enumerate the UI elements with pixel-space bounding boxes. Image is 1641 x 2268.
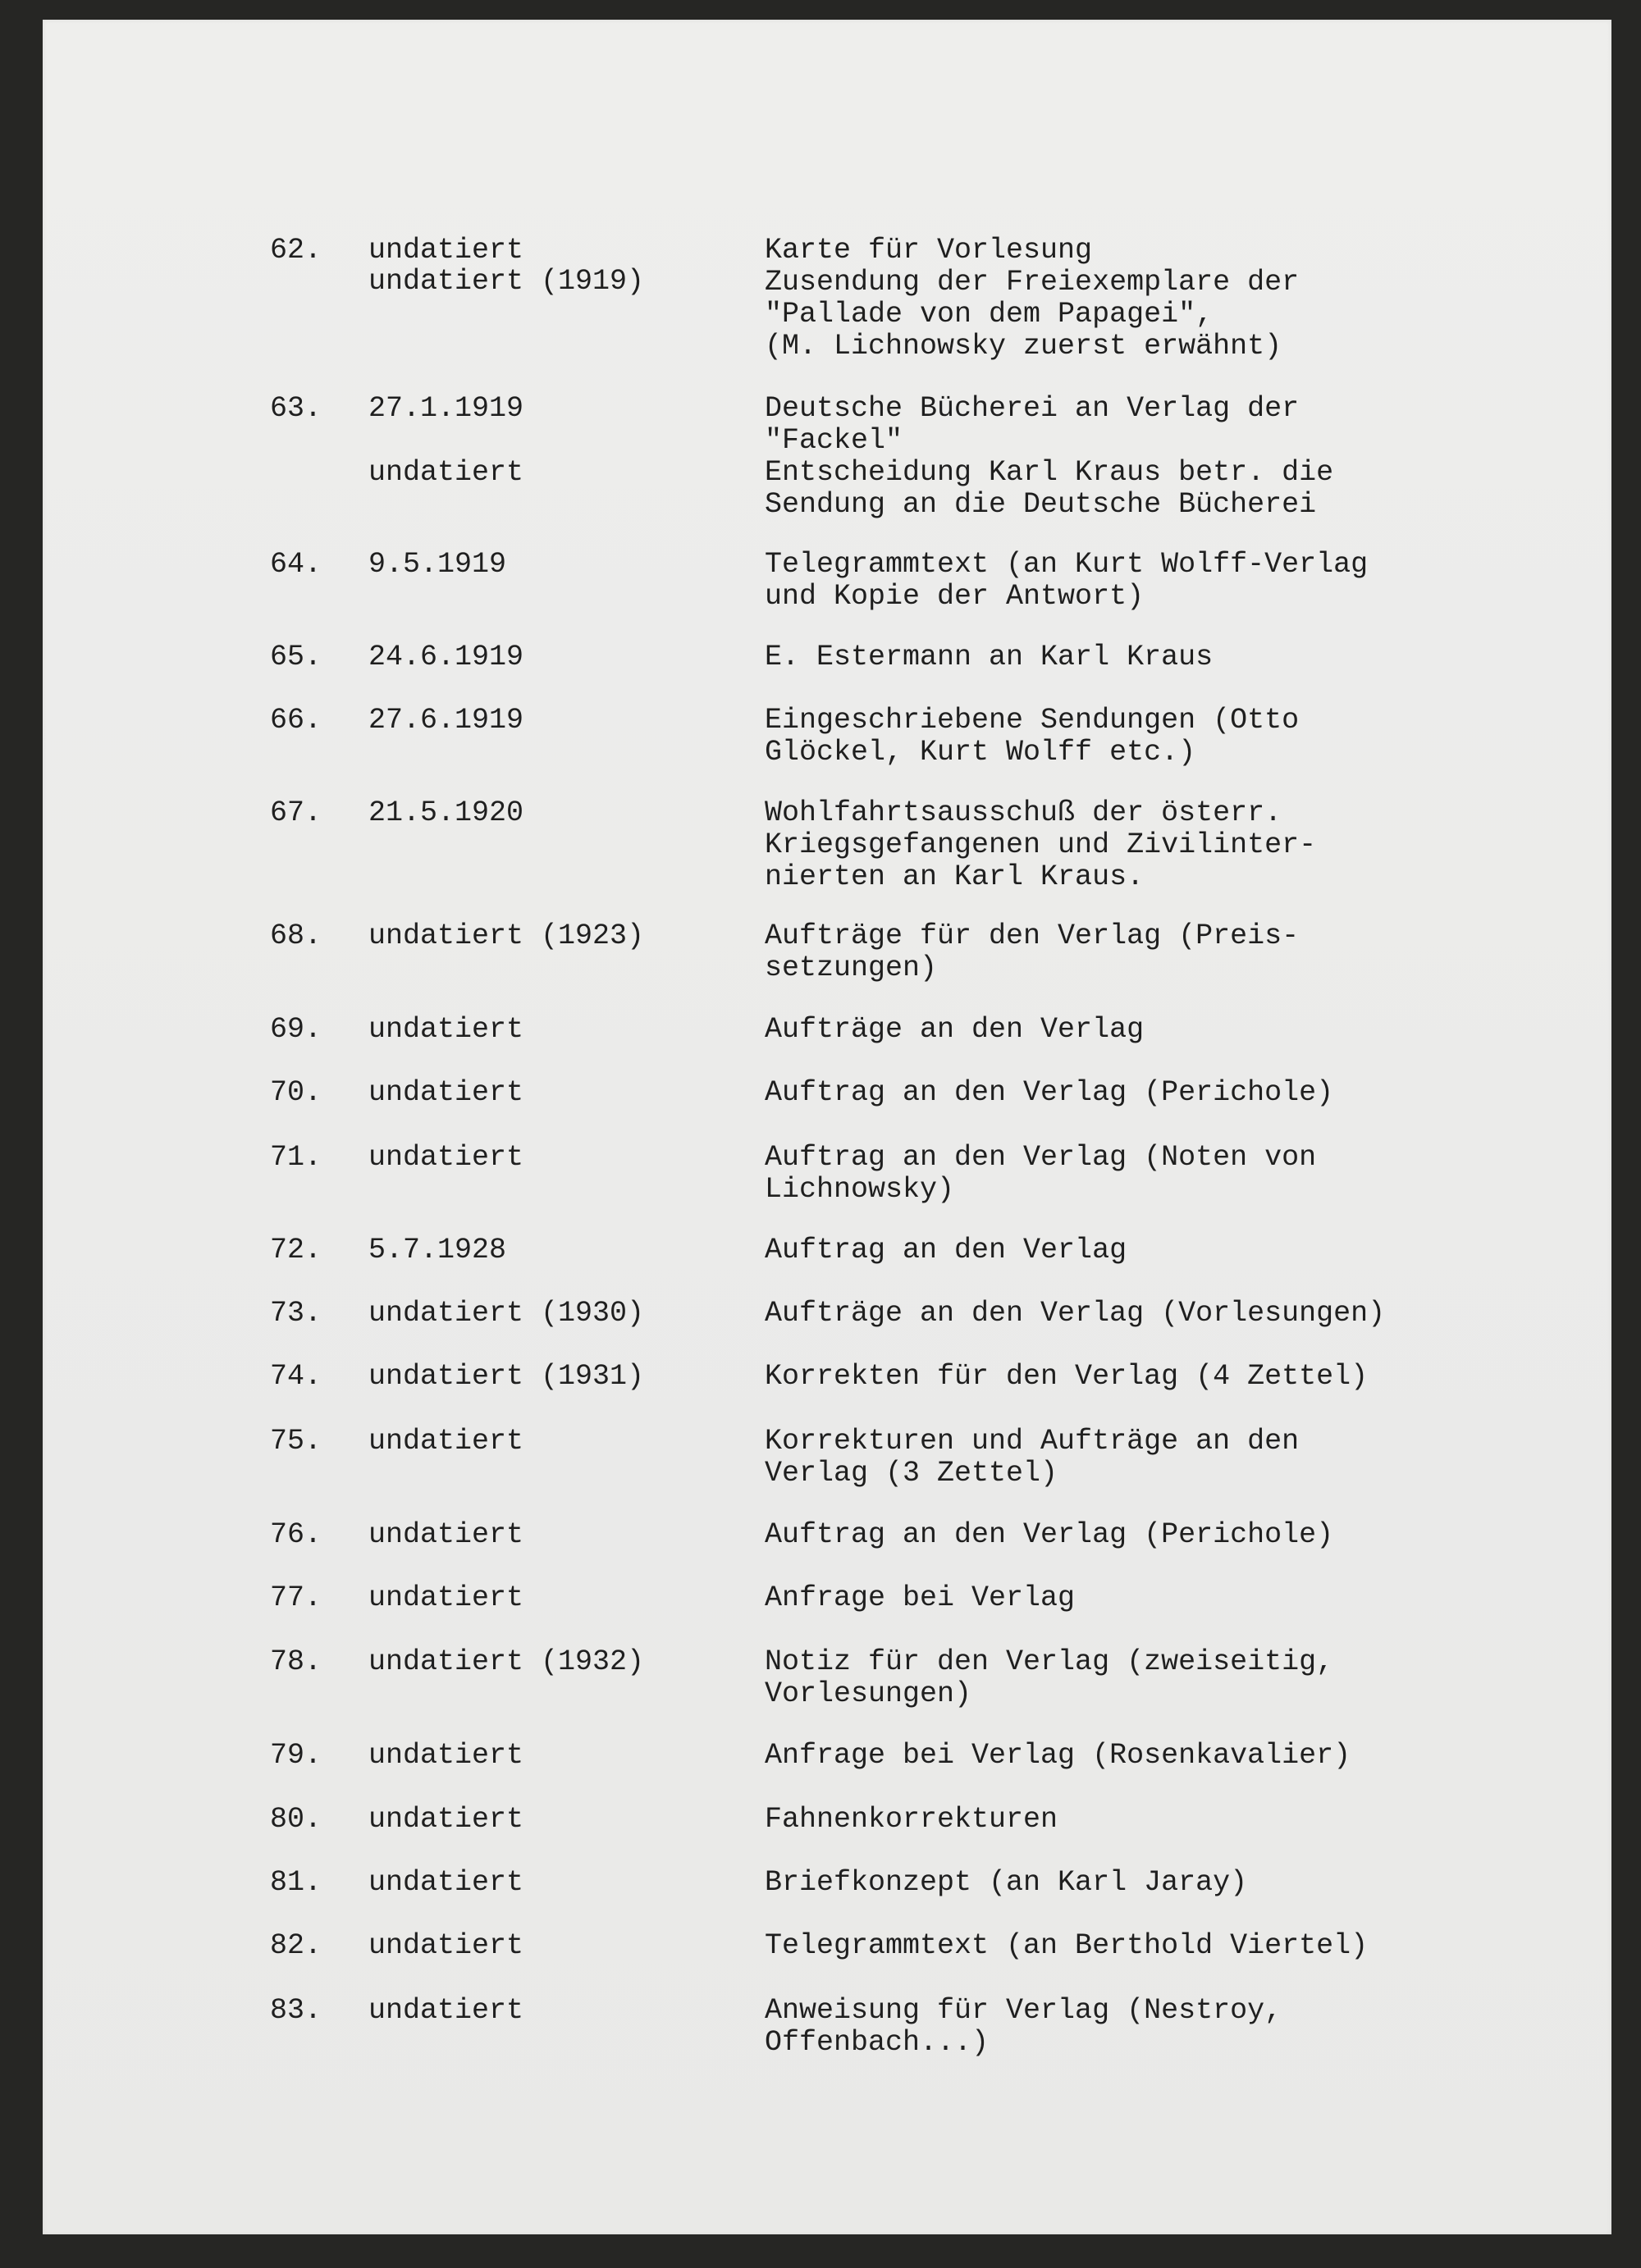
- list-item: [43, 1740, 1611, 1772]
- list-item: [43, 1234, 1611, 1266]
- entry-description: [765, 1804, 1544, 1836]
- entry-date: undatiert (1930): [368, 1297, 645, 1330]
- entry-date: 5.7.1928: [368, 1234, 507, 1266]
- description-line: Telegrammtext (an Berthold Viertel): [765, 1929, 1369, 1962]
- description-line: Karte für Vorlesung: [765, 234, 1093, 267]
- entry-date-secondary: undatiert: [368, 456, 524, 489]
- list-item: [43, 1582, 1611, 1614]
- entry-date: undatiert: [368, 234, 524, 267]
- entry-number: 75.: [270, 1425, 322, 1458]
- list-item: [43, 920, 1611, 984]
- description-line: Eingeschriebene Sendungen (Otto: [765, 704, 1300, 737]
- list-item: [43, 1519, 1611, 1551]
- entry-number: 79.: [270, 1739, 322, 1772]
- description-line: Entscheidung Karl Kraus betr. die: [765, 456, 1334, 489]
- entry-description: [765, 1519, 1544, 1551]
- entry-number: 81.: [270, 1866, 322, 1899]
- document-page: [43, 20, 1611, 2234]
- description-line: E. Estermann an Karl Kraus: [765, 641, 1214, 673]
- entry-date: undatiert: [368, 1581, 524, 1614]
- entry-number: 83.: [270, 1994, 322, 2027]
- entry-list: [43, 20, 1611, 2234]
- entry-number: 70.: [270, 1076, 322, 1109]
- list-item: [43, 1930, 1611, 1962]
- description-line: Auftrag an den Verlag (Perichole): [765, 1076, 1334, 1109]
- description-line: Verlag (3 Zettel): [765, 1457, 1058, 1490]
- description-line: Notiz für den Verlag (zweiseitig,: [765, 1645, 1334, 1678]
- description-line: Deutsche Bücherei an Verlag der: [765, 392, 1300, 425]
- entry-date: undatiert: [368, 1739, 524, 1772]
- list-item: [43, 393, 1611, 521]
- entry-date: undatiert: [368, 1994, 524, 2027]
- list-item: [43, 1142, 1611, 1206]
- list-item: [43, 1014, 1611, 1046]
- entry-description: [765, 1582, 1544, 1614]
- description-line: Kriegsgefangenen und Zivilinter-: [765, 828, 1317, 861]
- entry-date: undatiert: [368, 1013, 524, 1046]
- description-line: Vorlesungen): [765, 1677, 972, 1710]
- description-line: "Fackel": [765, 424, 903, 457]
- description-line: Auftrag an den Verlag: [765, 1234, 1127, 1266]
- list-item: [43, 1646, 1611, 1710]
- entry-date: undatiert: [368, 1076, 524, 1109]
- description-line: und Kopie der Antwort): [765, 580, 1145, 613]
- description-line: Fahnenkorrekturen: [765, 1803, 1058, 1836]
- description-line: Anfrage bei Verlag: [765, 1581, 1076, 1614]
- entry-number: 68.: [270, 920, 322, 952]
- entry-date: undatiert: [368, 1929, 524, 1962]
- entry-date: undatiert: [368, 1803, 524, 1836]
- list-item: [43, 1426, 1611, 1490]
- list-item: [43, 1995, 1611, 2059]
- entry-description: [765, 549, 1544, 613]
- entry-date-secondary: undatiert (1919): [368, 265, 645, 298]
- entry-number: 82.: [270, 1929, 322, 1962]
- entry-number: 78.: [270, 1645, 322, 1678]
- entry-number: 71.: [270, 1141, 322, 1174]
- entry-number: 63.: [270, 392, 322, 425]
- description-line: (M. Lichnowsky zuerst erwähnt): [765, 330, 1282, 363]
- entry-number: 73.: [270, 1297, 322, 1330]
- entry-number: 62.: [270, 234, 322, 267]
- entry-date: undatiert: [368, 1425, 524, 1458]
- description-line: Briefkonzept (an Karl Jaray): [765, 1866, 1248, 1899]
- entry-description: [765, 1930, 1544, 1962]
- entry-description: [765, 1234, 1544, 1266]
- entry-date: 24.6.1919: [368, 641, 524, 673]
- description-line: Offenbach...): [765, 2026, 990, 2059]
- description-line: Anweisung für Verlag (Nestroy,: [765, 1994, 1282, 2027]
- entry-description: [765, 1426, 1544, 1490]
- description-line: Wohlfahrtsausschuß der österr.: [765, 796, 1282, 829]
- description-line: Auftrag an den Verlag (Perichole): [765, 1518, 1334, 1551]
- list-item: [43, 549, 1611, 613]
- entry-number: 76.: [270, 1518, 322, 1551]
- description-line: setzungen): [765, 951, 938, 984]
- entry-description: [765, 705, 1544, 769]
- description-line: Zusendung der Freiexemplare der: [765, 266, 1300, 299]
- entry-date: 21.5.1920: [368, 796, 524, 829]
- entry-description: [765, 1646, 1544, 1710]
- entry-number: 74.: [270, 1360, 322, 1393]
- entry-description: [765, 641, 1544, 673]
- description-line: Aufträge an den Verlag: [765, 1013, 1145, 1046]
- entry-description: [765, 920, 1544, 984]
- entry-date: 27.6.1919: [368, 704, 524, 737]
- entry-number: 66.: [270, 704, 322, 737]
- entry-number: 80.: [270, 1803, 322, 1836]
- entry-description: [765, 1298, 1544, 1330]
- description-line: nierten an Karl Kraus.: [765, 860, 1145, 893]
- list-item: [43, 235, 1611, 363]
- list-item: [43, 1361, 1611, 1393]
- entry-description: [765, 797, 1544, 893]
- entry-description: [765, 1867, 1544, 1899]
- entry-description: [765, 1740, 1544, 1772]
- list-item: [43, 1867, 1611, 1899]
- description-line: Sendung an die Deutsche Bücherei: [765, 488, 1317, 521]
- list-item: [43, 641, 1611, 673]
- list-item: [43, 705, 1611, 769]
- description-line: "Pallade von dem Papagei",: [765, 298, 1214, 331]
- entry-date: 27.1.1919: [368, 392, 524, 425]
- entry-description: [765, 1077, 1544, 1109]
- list-item: [43, 797, 1611, 893]
- description-line: Aufträge an den Verlag (Vorlesungen): [765, 1297, 1386, 1330]
- list-item: [43, 1077, 1611, 1109]
- list-item: [43, 1804, 1611, 1836]
- entry-description: [765, 1995, 1544, 2059]
- entry-date: undatiert (1923): [368, 920, 645, 952]
- entry-date: undatiert: [368, 1518, 524, 1551]
- list-item: [43, 1298, 1611, 1330]
- entry-number: 67.: [270, 796, 322, 829]
- entry-description: [765, 393, 1544, 521]
- entry-number: 65.: [270, 641, 322, 673]
- entry-description: [765, 1361, 1544, 1393]
- entry-number: 64.: [270, 548, 322, 581]
- description-line: Auftrag an den Verlag (Noten von: [765, 1141, 1317, 1174]
- entry-description: [765, 235, 1544, 363]
- entry-number: 77.: [270, 1581, 322, 1614]
- entry-description: [765, 1142, 1544, 1206]
- description-line: Aufträge für den Verlag (Preis-: [765, 920, 1300, 952]
- entry-date: undatiert: [368, 1866, 524, 1899]
- entry-description: [765, 1014, 1544, 1046]
- entry-date: undatiert: [368, 1141, 524, 1174]
- description-line: Lichnowsky): [765, 1173, 955, 1206]
- entry-number: 72.: [270, 1234, 322, 1266]
- entry-date: 9.5.1919: [368, 548, 507, 581]
- entry-number: 69.: [270, 1013, 322, 1046]
- description-line: Korrekten für den Verlag (4 Zettel): [765, 1360, 1369, 1393]
- entry-date: undatiert (1932): [368, 1645, 645, 1678]
- entry-date: undatiert (1931): [368, 1360, 645, 1393]
- description-line: Glöckel, Kurt Wolff etc.): [765, 736, 1196, 769]
- description-line: Korrekturen und Aufträge an den: [765, 1425, 1300, 1458]
- description-line: Telegrammtext (an Kurt Wolff-Verlag: [765, 548, 1369, 581]
- description-line: Anfrage bei Verlag (Rosenkavalier): [765, 1739, 1351, 1772]
